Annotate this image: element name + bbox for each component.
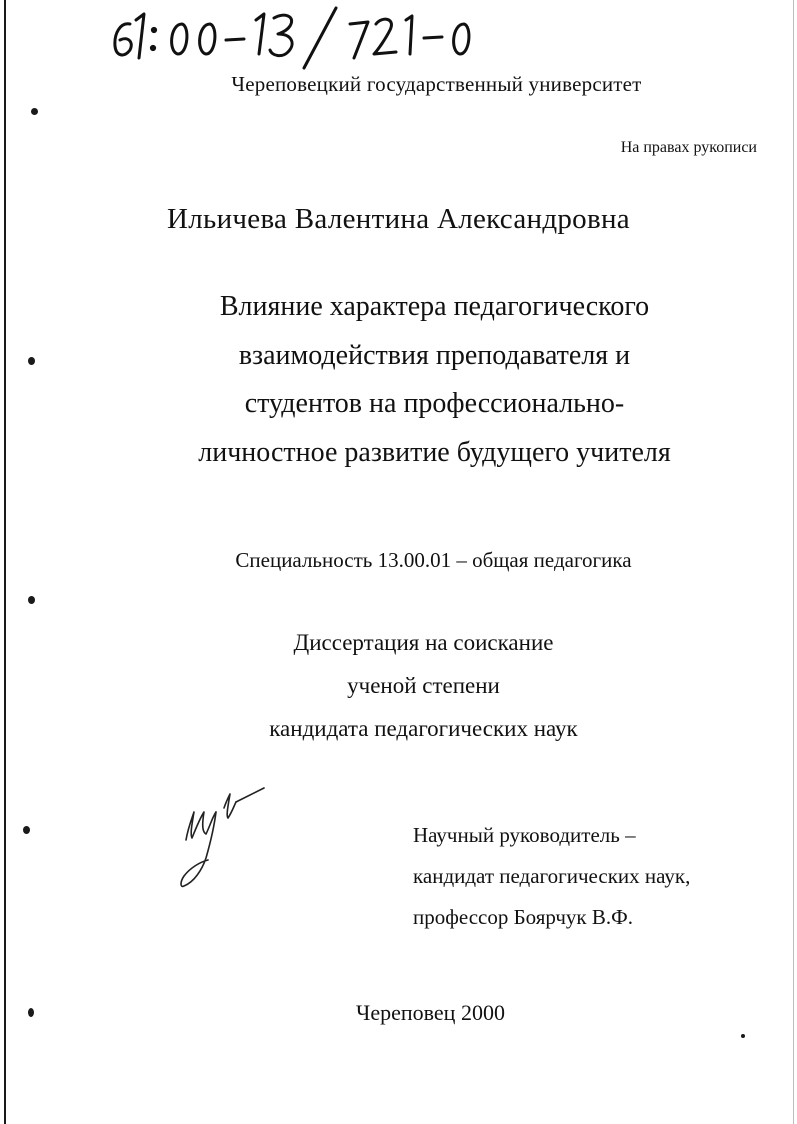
archive-code-handwritten — [106, 2, 496, 74]
degree-line: ученой степени — [347, 673, 500, 698]
advisor-line: профессор Боярчук В.Ф. — [413, 905, 633, 929]
advisor-line: кандидат педагогических наук, — [413, 864, 691, 888]
scan-left-edge — [4, 0, 6, 1124]
thesis-title — [36, 283, 797, 477]
city-year: Череповец 2000 — [356, 1000, 505, 1025]
degree-statement — [25, 621, 797, 750]
thesis-title-line: взаимодействия преподавателя и — [238, 339, 631, 371]
degree-line: кандидата педагогических наук — [269, 716, 578, 741]
scan-speck — [28, 596, 35, 604]
university-name: Череповецкий государственный университет — [231, 72, 642, 96]
thesis-title-line: Влияние характера педагогического — [219, 291, 650, 322]
rights-note: На правах рукописи — [620, 139, 757, 156]
scan-speck — [31, 108, 38, 115]
scan-speck — [23, 826, 30, 834]
scan-speck — [741, 1034, 745, 1038]
advisor-line: Научный руководитель – — [413, 823, 636, 847]
thesis-title-line: студентов на профессионально- — [244, 388, 625, 419]
thesis-title-line: личностное развитие будущего учителя — [198, 436, 671, 468]
author-name: Ильичева Валентина Александровна — [167, 203, 630, 235]
scientific-advisor — [413, 815, 690, 938]
specialty-line: Специальность 13.00.01 – общая педагогика — [235, 548, 632, 572]
scan-speck — [28, 357, 35, 365]
signature — [172, 778, 272, 894]
degree-line: Диссертация на соискание — [293, 630, 554, 655]
